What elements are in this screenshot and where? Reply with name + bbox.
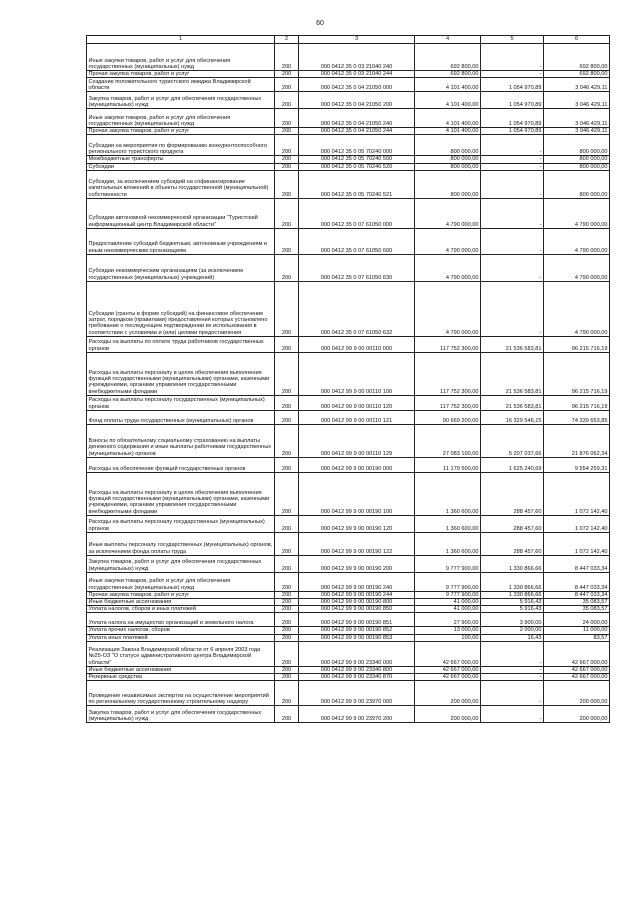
table-row xyxy=(87,254,610,281)
row-approved-amount-cell: 800 000,00 xyxy=(415,156,481,163)
row-classification-code-cell: 000 0412 35 0 05 70240 520 xyxy=(299,163,415,170)
row-line-code-cell: 200 xyxy=(275,666,299,673)
table-row xyxy=(87,627,610,634)
table-row xyxy=(87,606,610,613)
row-name-cell: Уплата иных платежей xyxy=(87,634,275,641)
row-executed-amount-cell: 5 916,43 xyxy=(481,606,544,613)
row-executed-amount-cell: 5 207 037,66 xyxy=(481,424,544,457)
row-approved-amount-cell: 692 800,00 xyxy=(415,44,481,71)
row-name-cell: Предоставление субсидий бюджетным, автономным учреждениям и иным некоммерческим организациям xyxy=(87,228,275,254)
row-executed-amount-cell: 1 625 240,69 xyxy=(481,457,544,472)
row-executed-amount-cell: 3 900,00 xyxy=(481,613,544,627)
row-name-cell: Расходы на выплаты персоналу государственных (муниципальных) органов xyxy=(87,515,275,532)
row-approved-amount-cell: 27 900,00 xyxy=(415,613,481,627)
row-executed-amount-cell: 1 054 970,89 xyxy=(481,78,544,92)
row-classification-code-cell: 000 0412 99 9 00 00110 129 xyxy=(299,424,415,457)
row-remaining-amount-cell: 8 447 033,34 xyxy=(544,555,610,572)
row-classification-code-cell: 000 0412 35 0 07 61050 600 xyxy=(299,228,415,254)
row-approved-amount-cell: 200 000,00 xyxy=(415,681,481,706)
row-classification-code-cell: 000 0412 99 9 00 00190 244 xyxy=(299,591,415,598)
row-name-cell: Иные закупки товаров, работ и услуг для обеспечения государственных (муниципальных) нужд xyxy=(87,44,275,71)
row-executed-amount-cell: - xyxy=(481,641,544,666)
row-classification-code-cell: 000 0412 99 9 00 00190 853 xyxy=(299,634,415,641)
row-remaining-amount-cell: 96 215 716,19 xyxy=(544,395,610,410)
row-line-code-cell: 200 xyxy=(275,706,299,723)
row-remaining-amount-cell: 800 000,00 xyxy=(544,135,610,156)
column-header: 6 xyxy=(544,36,610,44)
row-line-code-cell: 200 xyxy=(275,599,299,606)
table-row xyxy=(87,78,610,92)
row-name-cell: Субсидии xyxy=(87,163,275,170)
row-name-cell: Иные бюджетные ассигнования xyxy=(87,666,275,673)
row-remaining-amount-cell: 83,57 xyxy=(544,634,610,641)
row-remaining-amount-cell: 24 000,00 xyxy=(544,613,610,627)
row-line-code-cell: 200 xyxy=(275,572,299,591)
row-executed-amount-cell: - xyxy=(481,163,544,170)
row-approved-amount-cell: 1 360 600,00 xyxy=(415,472,481,515)
row-remaining-amount-cell: 96 215 716,19 xyxy=(544,336,610,352)
table-row xyxy=(87,424,610,457)
row-remaining-amount-cell: 3 046 429,11 xyxy=(544,109,610,128)
row-name-cell: Уплата прочих налогов, сборов xyxy=(87,627,275,634)
row-approved-amount-cell: 41 000,00 xyxy=(415,599,481,606)
row-classification-code-cell: 000 0412 99 9 00 23340 000 xyxy=(299,641,415,666)
table-row xyxy=(87,170,610,198)
table-row xyxy=(87,457,610,472)
row-approved-amount-cell: 4 790 000,00 xyxy=(415,281,481,336)
row-name-cell: Закупка товаров, работ и услуг для обеспечения государственных (муниципальных) нужд xyxy=(87,92,275,109)
row-name-cell: Создание положительного туристского имиджа Владимирской области xyxy=(87,78,275,92)
row-approved-amount-cell: 117 752 300,00 xyxy=(415,395,481,410)
row-approved-amount-cell: 117 752 300,00 xyxy=(415,336,481,352)
row-executed-amount-cell: 5 916,43 xyxy=(481,599,544,606)
row-remaining-amount-cell: 3 046 429,11 xyxy=(544,128,610,135)
table-row xyxy=(87,472,610,515)
row-line-code-cell: 200 xyxy=(275,78,299,92)
row-name-cell: Расходы на выплаты по оплате труда работников государственных органов xyxy=(87,336,275,352)
row-classification-code-cell: 000 0412 35 0 04 21050 000 xyxy=(299,78,415,92)
row-line-code-cell: 200 xyxy=(275,395,299,410)
column-header: 1 xyxy=(87,36,275,44)
row-executed-amount-cell: 1 054 970,89 xyxy=(481,109,544,128)
row-remaining-amount-cell: 74 339 653,85 xyxy=(544,410,610,424)
row-classification-code-cell: 000 0412 99 9 00 23340 800 xyxy=(299,666,415,673)
row-approved-amount-cell: 9 777 900,00 xyxy=(415,555,481,572)
row-line-code-cell: 200 xyxy=(275,641,299,666)
row-line-code-cell: 200 xyxy=(275,634,299,641)
row-remaining-amount-cell: 3 046 429,11 xyxy=(544,78,610,92)
row-remaining-amount-cell: 42 667 000,00 xyxy=(544,641,610,666)
row-approved-amount-cell: 800 000,00 xyxy=(415,170,481,198)
row-line-code-cell: 200 xyxy=(275,613,299,627)
table-row xyxy=(87,613,610,627)
row-line-code-cell: 200 xyxy=(275,281,299,336)
row-executed-amount-cell: - xyxy=(481,681,544,706)
row-executed-amount-cell: 21 536 583,81 xyxy=(481,395,544,410)
row-classification-code-cell: 000 0412 99 9 00 00190 122 xyxy=(299,532,415,555)
row-executed-amount-cell: - xyxy=(481,198,544,228)
row-line-code-cell: 200 xyxy=(275,591,299,598)
row-classification-code-cell: 000 0412 35 0 05 70240 521 xyxy=(299,170,415,198)
row-name-cell: Реализация Закона Владимирской области от 6 апреля 2003 года №25-ОЗ "О статусе административного центра Владимирской области" xyxy=(87,641,275,666)
row-line-code-cell: 200 xyxy=(275,532,299,555)
table-row xyxy=(87,555,610,572)
row-classification-code-cell: 000 0412 35 0 07 61050 630 xyxy=(299,254,415,281)
row-classification-code-cell: 000 0412 35 0 05 70240 500 xyxy=(299,156,415,163)
row-line-code-cell: 200 xyxy=(275,92,299,109)
row-name-cell: Иные бюджетные ассигнования xyxy=(87,599,275,606)
row-name-cell: Резервные средства xyxy=(87,674,275,681)
row-name-cell: Расходы на выплаты персоналу государственных (муниципальных) органов xyxy=(87,395,275,410)
row-line-code-cell: 200 xyxy=(275,457,299,472)
row-remaining-amount-cell: 21 876 062,34 xyxy=(544,424,610,457)
row-line-code-cell: 200 xyxy=(275,156,299,163)
row-executed-amount-cell: 16 329 546,15 xyxy=(481,410,544,424)
row-name-cell: Межбюджетные трансферты xyxy=(87,156,275,163)
row-approved-amount-cell: 4 101 400,00 xyxy=(415,109,481,128)
row-classification-code-cell: 000 0412 35 0 04 21050 244 xyxy=(299,128,415,135)
row-executed-amount-cell: - xyxy=(481,254,544,281)
row-classification-code-cell: 000 0412 99 9 00 00110 120 xyxy=(299,395,415,410)
row-classification-code-cell: 000 0412 99 9 00 00190 240 xyxy=(299,572,415,591)
row-approved-amount-cell: 90 669 200,00 xyxy=(415,410,481,424)
row-classification-code-cell: 000 0412 99 9 00 23970 000 xyxy=(299,681,415,706)
row-remaining-amount-cell: 42 667 000,00 xyxy=(544,666,610,673)
table-row xyxy=(87,634,610,641)
row-name-cell: Проведение независимых экспертиз на осуществление мероприятий по региональному государственному строительному надзору xyxy=(87,681,275,706)
row-remaining-amount-cell: 11 000,00 xyxy=(544,627,610,634)
table-row xyxy=(87,336,610,352)
row-name-cell: Уплата налога на имущество организаций и земельного налога xyxy=(87,613,275,627)
table-row xyxy=(87,410,610,424)
row-executed-amount-cell: - xyxy=(481,170,544,198)
table-row xyxy=(87,515,610,532)
row-line-code-cell: 200 xyxy=(275,71,299,78)
row-remaining-amount-cell: 692 800,00 xyxy=(544,44,610,71)
row-remaining-amount-cell: 35 083,57 xyxy=(544,599,610,606)
row-name-cell: Иные закупки товаров, работ и услуг для обеспечения государственных (муниципальных) нужд xyxy=(87,572,275,591)
table-row xyxy=(87,92,610,109)
table-row xyxy=(87,109,610,128)
row-line-code-cell: 200 xyxy=(275,163,299,170)
row-name-cell: Субсидии некоммерческим организациям (за исключением государственных (муниципальных) учреждений) xyxy=(87,254,275,281)
row-classification-code-cell: 000 0412 35 0 03 21040 244 xyxy=(299,71,415,78)
row-approved-amount-cell: 200 000,00 xyxy=(415,706,481,723)
row-executed-amount-cell: 2 000,00 xyxy=(481,627,544,634)
row-classification-code-cell: 000 0412 99 9 00 00190 851 xyxy=(299,613,415,627)
row-approved-amount-cell: 800 000,00 xyxy=(415,163,481,170)
row-executed-amount-cell: - xyxy=(481,156,544,163)
row-approved-amount-cell: 117 752 300,00 xyxy=(415,352,481,395)
row-classification-code-cell: 000 0412 99 9 00 00190 000 xyxy=(299,457,415,472)
row-remaining-amount-cell: 8 447 033,34 xyxy=(544,572,610,591)
row-name-cell: Уплата налогов, сборов и иных платежей xyxy=(87,606,275,613)
table-row xyxy=(87,706,610,723)
row-remaining-amount-cell: 200 000,00 xyxy=(544,706,610,723)
row-classification-code-cell: 000 0412 99 9 00 00190 100 xyxy=(299,472,415,515)
row-approved-amount-cell: 9 777 900,00 xyxy=(415,591,481,598)
table-header-row xyxy=(87,36,610,44)
row-name-cell: Расходы на обеспечение функций государственных органов xyxy=(87,457,275,472)
column-header: 2 xyxy=(275,36,299,44)
row-remaining-amount-cell: 4 790 000,00 xyxy=(544,281,610,336)
row-classification-code-cell: 000 0412 35 0 07 61050 632 xyxy=(299,281,415,336)
table-row xyxy=(87,395,610,410)
row-executed-amount-cell: - xyxy=(481,674,544,681)
row-approved-amount-cell: 4 101 400,00 xyxy=(415,128,481,135)
row-name-cell: Иные закупки товаров, работ и услуг для обеспечения государственных (муниципальных) нужд xyxy=(87,109,275,128)
row-executed-amount-cell: 21 536 583,81 xyxy=(481,336,544,352)
table-row xyxy=(87,599,610,606)
row-remaining-amount-cell: 8 447 033,34 xyxy=(544,591,610,598)
row-line-code-cell: 200 xyxy=(275,674,299,681)
row-remaining-amount-cell: 200 000,00 xyxy=(544,681,610,706)
table-row xyxy=(87,156,610,163)
row-line-code-cell: 200 xyxy=(275,410,299,424)
row-remaining-amount-cell: 800 000,00 xyxy=(544,163,610,170)
row-line-code-cell: 200 xyxy=(275,336,299,352)
row-classification-code-cell: 000 0412 99 9 00 00110 000 xyxy=(299,336,415,352)
row-line-code-cell: 200 xyxy=(275,352,299,395)
row-remaining-amount-cell: 42 667 000,00 xyxy=(544,674,610,681)
row-approved-amount-cell: 4 101 400,00 xyxy=(415,92,481,109)
row-approved-amount-cell: 692 800,00 xyxy=(415,71,481,78)
row-approved-amount-cell: 41 000,00 xyxy=(415,606,481,613)
row-name-cell: Закупка товаров, работ и услуг для обеспечения государственных (муниципальных) нужд xyxy=(87,555,275,572)
row-approved-amount-cell: 100,00 xyxy=(415,634,481,641)
row-line-code-cell: 200 xyxy=(275,424,299,457)
row-line-code-cell: 200 xyxy=(275,472,299,515)
row-line-code-cell: 200 xyxy=(275,128,299,135)
row-remaining-amount-cell: 4 790 000,00 xyxy=(544,198,610,228)
row-name-cell: Расходы на выплаты персоналу в целях обеспечения выполнения функций государственными (муниципальными) органами, казенными учреждениями, органами управления государственными внебюджетными фондами xyxy=(87,472,275,515)
page-number: 60 xyxy=(316,20,324,27)
row-executed-amount-cell: - xyxy=(481,228,544,254)
table-row xyxy=(87,674,610,681)
budget-execution-table xyxy=(86,35,610,723)
row-name-cell: Закупка товаров, работ и услуг для обеспечения государственных (муниципальных) нужд xyxy=(87,706,275,723)
row-remaining-amount-cell: 800 000,00 xyxy=(544,156,610,163)
row-remaining-amount-cell: 96 215 716,19 xyxy=(544,352,610,395)
row-remaining-amount-cell: 4 790 000,00 xyxy=(544,228,610,254)
row-classification-code-cell: 000 0412 35 0 04 21050 240 xyxy=(299,109,415,128)
table-row xyxy=(87,128,610,135)
row-classification-code-cell: 000 0412 35 0 05 70240 000 xyxy=(299,135,415,156)
row-line-code-cell: 200 xyxy=(275,555,299,572)
row-approved-amount-cell: 42 667 000,00 xyxy=(415,641,481,666)
table-row xyxy=(87,666,610,673)
table-row xyxy=(87,641,610,666)
row-name-cell: Взносы по обязательному социальному страхованию на выплаты денежного содержания и иные выплаты работникам государственных (муниципальных) органов xyxy=(87,424,275,457)
row-name-cell: Прочая закупка товаров, работ и услуг xyxy=(87,128,275,135)
row-classification-code-cell: 000 0412 99 9 00 00190 852 xyxy=(299,627,415,634)
row-classification-code-cell: 000 0412 99 9 00 00190 200 xyxy=(299,555,415,572)
row-name-cell: Прочая закупка товаров, работ и услуг xyxy=(87,71,275,78)
row-name-cell: Субсидии (гранты в форме субсидий) на финансовое обеспечение затрат, порядком (правилами) предоставления которых установлено требование о последующем подтверждении их использования в соответствии с условиями и (или) целями предоставления xyxy=(87,281,275,336)
row-approved-amount-cell: 42 667 000,00 xyxy=(415,666,481,673)
row-name-cell: Расходы на выплаты персоналу в целях обеспечения выполнения функций государственными (муниципальными) органами, казенными учреждениями, органами управления государственными внебюджетными фондами xyxy=(87,352,275,395)
column-header: 4 xyxy=(415,36,481,44)
row-remaining-amount-cell: 1 072 142,40 xyxy=(544,472,610,515)
table-body xyxy=(87,44,610,723)
row-approved-amount-cell: 4 790 000,00 xyxy=(415,228,481,254)
row-approved-amount-cell: 4 101 400,00 xyxy=(415,78,481,92)
column-header: 5 xyxy=(481,36,544,44)
row-line-code-cell: 200 xyxy=(275,627,299,634)
row-line-code-cell: 200 xyxy=(275,681,299,706)
row-executed-amount-cell: 1 054 970,89 xyxy=(481,92,544,109)
row-line-code-cell: 200 xyxy=(275,170,299,198)
row-executed-amount-cell: - xyxy=(481,71,544,78)
row-classification-code-cell: 000 0412 35 0 03 21040 240 xyxy=(299,44,415,71)
row-approved-amount-cell: 800 000,00 xyxy=(415,135,481,156)
table-row xyxy=(87,163,610,170)
row-name-cell: Субсидии автономной некоммерческой организации "Туристский информационный центр Владимирской области" xyxy=(87,198,275,228)
row-name-cell: Прочая закупка товаров, работ и услуг xyxy=(87,591,275,598)
row-remaining-amount-cell: 4 790 000,00 xyxy=(544,254,610,281)
row-classification-code-cell: 000 0412 99 9 00 23340 870 xyxy=(299,674,415,681)
row-line-code-cell: 200 xyxy=(275,254,299,281)
table-row xyxy=(87,281,610,336)
row-remaining-amount-cell: 35 083,57 xyxy=(544,606,610,613)
row-classification-code-cell: 000 0412 35 0 07 61050 000 xyxy=(299,198,415,228)
row-executed-amount-cell: 21 536 583,81 xyxy=(481,352,544,395)
row-approved-amount-cell: 4 790 000,00 xyxy=(415,198,481,228)
row-remaining-amount-cell: 1 072 142,40 xyxy=(544,532,610,555)
row-classification-code-cell: 000 0412 99 9 00 00110 121 xyxy=(299,410,415,424)
row-executed-amount-cell: - xyxy=(481,44,544,71)
row-executed-amount-cell: - xyxy=(481,135,544,156)
row-name-cell: Субсидии, за исключением субсидий на софинансирование капитальных вложений в объекты государственной (муниципальной) собственности xyxy=(87,170,275,198)
row-approved-amount-cell: 42 667 000,00 xyxy=(415,674,481,681)
row-approved-amount-cell: 1 360 600,00 xyxy=(415,532,481,555)
row-remaining-amount-cell: 9 554 259,31 xyxy=(544,457,610,472)
row-approved-amount-cell: 27 083 100,00 xyxy=(415,424,481,457)
row-name-cell: Субсидии на мероприятия по формированию конкурентоспособного регионального туристского продукта xyxy=(87,135,275,156)
row-remaining-amount-cell: 3 046 429,11 xyxy=(544,92,610,109)
row-executed-amount-cell: 1 054 970,89 xyxy=(481,128,544,135)
row-line-code-cell: 200 xyxy=(275,606,299,613)
table-row xyxy=(87,198,610,228)
row-classification-code-cell: 000 0412 99 9 00 00190 120 xyxy=(299,515,415,532)
row-classification-code-cell: 000 0412 99 9 00 00190 800 xyxy=(299,599,415,606)
row-line-code-cell: 200 xyxy=(275,198,299,228)
row-executed-amount-cell: 1 330 866,66 xyxy=(481,555,544,572)
row-executed-amount-cell: - xyxy=(481,706,544,723)
row-name-cell: Фонд оплаты труда государственных (муниципальных) органов xyxy=(87,410,275,424)
row-line-code-cell: 200 xyxy=(275,515,299,532)
row-line-code-cell: 200 xyxy=(275,109,299,128)
row-approved-amount-cell: 1 360 600,00 xyxy=(415,515,481,532)
row-approved-amount-cell: 9 777 900,00 xyxy=(415,572,481,591)
row-name-cell: Иные выплаты персоналу государственных (муниципальных) органов, за исключением фонда оплаты труда xyxy=(87,532,275,555)
row-classification-code-cell: 000 0412 99 9 00 00110 100 xyxy=(299,352,415,395)
row-executed-amount-cell: 1 330 866,66 xyxy=(481,591,544,598)
row-executed-amount-cell: - xyxy=(481,281,544,336)
row-approved-amount-cell: 13 000,00 xyxy=(415,627,481,634)
table-row xyxy=(87,681,610,706)
row-remaining-amount-cell: 692 800,00 xyxy=(544,71,610,78)
row-line-code-cell: 200 xyxy=(275,228,299,254)
table-row xyxy=(87,44,610,71)
table-row xyxy=(87,591,610,598)
row-classification-code-cell: 000 0412 99 9 00 00190 850 xyxy=(299,606,415,613)
table-row xyxy=(87,532,610,555)
row-executed-amount-cell: 288 457,60 xyxy=(481,472,544,515)
row-remaining-amount-cell: 800 000,00 xyxy=(544,170,610,198)
row-executed-amount-cell: 1 330 866,66 xyxy=(481,572,544,591)
row-line-code-cell: 200 xyxy=(275,44,299,71)
row-line-code-cell: 200 xyxy=(275,135,299,156)
row-approved-amount-cell: 11 179 500,00 xyxy=(415,457,481,472)
row-remaining-amount-cell: 1 072 142,40 xyxy=(544,515,610,532)
table-row xyxy=(87,572,610,591)
column-header: 3 xyxy=(299,36,415,44)
row-classification-code-cell: 000 0412 35 0 04 21050 200 xyxy=(299,92,415,109)
row-classification-code-cell: 000 0412 99 9 00 23970 200 xyxy=(299,706,415,723)
row-approved-amount-cell: 4 790 000,00 xyxy=(415,254,481,281)
row-executed-amount-cell: 288 457,60 xyxy=(481,532,544,555)
row-executed-amount-cell: - xyxy=(481,666,544,673)
table-row xyxy=(87,135,610,156)
table-row xyxy=(87,228,610,254)
row-executed-amount-cell: 288 457,60 xyxy=(481,515,544,532)
table-row xyxy=(87,352,610,395)
row-executed-amount-cell: 16,43 xyxy=(481,634,544,641)
table-row xyxy=(87,71,610,78)
